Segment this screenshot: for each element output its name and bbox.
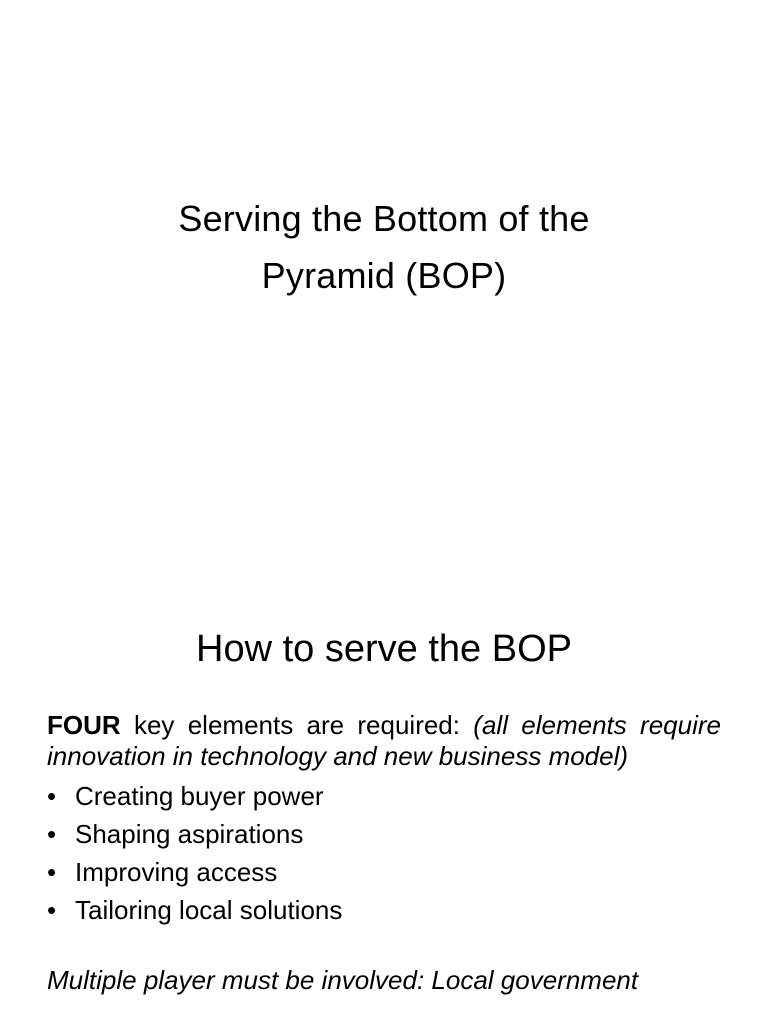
bullet-icon: • [47, 895, 57, 925]
bullet-item [47, 891, 721, 929]
intro-paragraph [47, 710, 721, 772]
bullet-text: Shaping aspirations [75, 819, 304, 849]
title-line-2: Pyramid (BOP) [261, 255, 507, 296]
bullet-text: Improving access [75, 857, 278, 887]
bullet-text: Creating buyer power [75, 781, 324, 811]
bullet-text: Tailoring local solutions [75, 895, 343, 925]
intro-italic-text: (all elements require innovation in technology and new business model) [47, 710, 721, 771]
bullet-icon: • [47, 781, 57, 811]
slide-title-main [60, 190, 708, 304]
intro-plain-text: key elements are required: [120, 710, 474, 740]
bullet-icon: • [47, 819, 57, 849]
title-line-1: Serving the Bottom of the [178, 198, 590, 239]
bullet-item [47, 853, 721, 891]
intro-bold-lead: FOUR [47, 710, 121, 740]
content-slide [0, 576, 768, 1024]
slide-body [47, 710, 721, 996]
note-text: Multiple player must be involved: Local government [47, 965, 639, 995]
bullet-item [47, 777, 721, 815]
bullet-item [47, 815, 721, 853]
bullet-list [47, 777, 721, 929]
slide-heading: How to serve the BOP [196, 628, 572, 670]
bullet-icon: • [47, 857, 57, 887]
